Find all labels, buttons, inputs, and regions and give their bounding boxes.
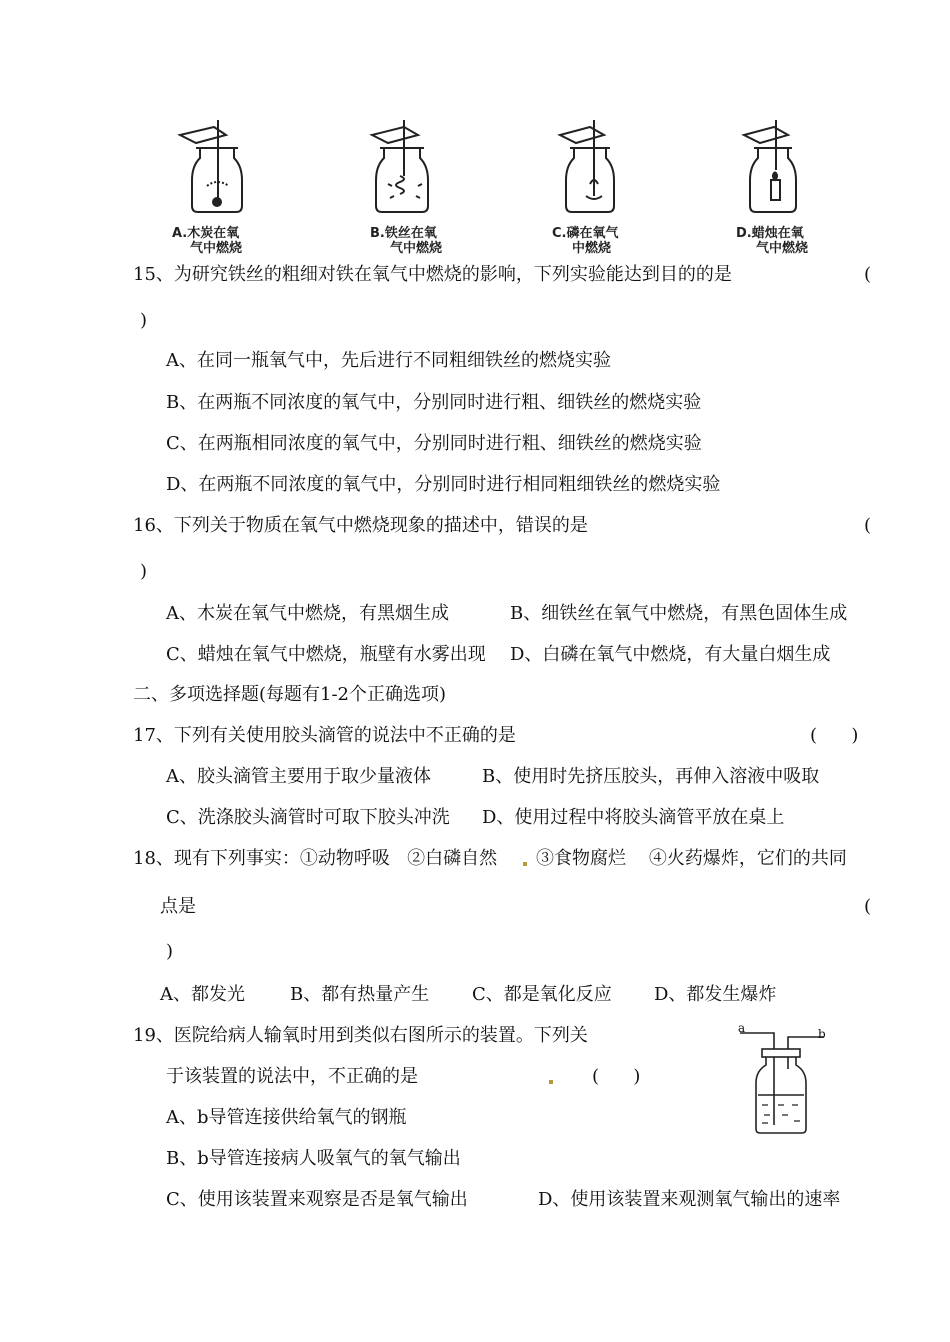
apparatus-label-b: b — [818, 1027, 826, 1041]
q16-stem: 16、下列关于物质在氧气中燃烧现象的描述中，错误的是 — [133, 515, 588, 536]
jar-c-illustration — [560, 120, 614, 212]
stray-dot-2 — [549, 1080, 553, 1084]
figure-c-caption-line1: C.磷在氧气 — [552, 226, 619, 241]
q19-option-a: A、b导管连接供给氧气的钢瓶 — [166, 1107, 407, 1128]
q19-paren: ( ) — [592, 1066, 641, 1087]
jar-d-illustration — [744, 120, 796, 212]
q18-stem: 18、现有下列事实：①动物呼吸 ②白磷自然 — [133, 848, 498, 869]
q16-option-c: C、蜡烛在氧气中燃烧，瓶壁有水雾出现 — [166, 644, 486, 665]
figure-a-caption-line1: A.木炭在氧 — [172, 226, 240, 241]
q17-option-c: C、洗涤胶头滴管时可取下胶头冲洗 — [166, 807, 450, 828]
figure-d-caption-line2: 气中燃烧 — [756, 241, 809, 256]
q19-stem-line2: 于该装置的说法中，不正确的是 — [166, 1066, 418, 1087]
q19-option-b: B、b导管连接病人吸氧气的氧气输出 — [166, 1148, 461, 1169]
q18-stem-cont: ③食物腐烂 ④火药爆炸，它们的共同 — [536, 848, 847, 869]
q15-option-b: B、在两瓶不同浓度的氧气中，分别同时进行粗、细铁丝的燃烧实验 — [166, 392, 702, 413]
oxygen-humidifier-figure — [728, 1025, 838, 1145]
q18-option-d: D、都发生爆炸 — [654, 984, 777, 1005]
q17-paren: ( ) — [810, 725, 859, 746]
q16-paren-close: ) — [140, 561, 148, 582]
figure-d-caption-line1: D.蜡烛在氧 — [736, 226, 804, 241]
q18-paren-open: ( — [864, 896, 872, 917]
q19-stem: 19、医院给病人输氧时用到类似右图所示的装置。下列关 — [133, 1025, 588, 1046]
q15-option-a: A、在同一瓶氧气中，先后进行不同粗细铁丝的燃烧实验 — [166, 350, 611, 371]
q18-stem-line2: 点是 — [160, 896, 196, 917]
q15-stem: 15、为研究铁丝的粗细对铁在氧气中燃烧的影响，下列实验能达到目的的是 — [133, 264, 732, 285]
figure-d-caption — [736, 226, 808, 256]
figure-a-caption-line2: 气中燃烧 — [190, 241, 243, 256]
q16-option-b: B、细铁丝在氧气中燃烧，有黑色固体生成 — [510, 603, 848, 624]
q17-option-a: A、胶头滴管主要用于取少量液体 — [166, 766, 431, 787]
q15-paren-open: ( — [864, 264, 872, 285]
figure-c-caption — [552, 226, 618, 256]
figure-a-caption — [172, 226, 242, 256]
q16-paren-open: ( — [864, 515, 872, 536]
q15-option-c: C、在两瓶相同浓度的氧气中，分别同时进行粗、细铁丝的燃烧实验 — [166, 433, 702, 454]
q19-option-c: C、使用该装置来观察是否是氧气输出 — [166, 1189, 468, 1210]
q16-option-a: A、木炭在氧气中燃烧，有黑烟生成 — [166, 603, 449, 624]
q18-option-a: A、都发光 — [160, 984, 245, 1005]
q15-paren-close: ) — [140, 310, 148, 331]
q19-option-d: D、使用该装置来观测氧气输出的速率 — [538, 1189, 841, 1210]
stray-dot — [523, 862, 527, 866]
q18-option-c: C、都是氧化反应 — [472, 984, 612, 1005]
section-heading: 二、多项选择题(每题有1-2个正确选项) — [133, 684, 447, 705]
q16-option-d: D、白磷在氧气中燃烧，有大量白烟生成 — [510, 644, 831, 665]
jar-b-illustration — [372, 120, 428, 212]
q15-option-d: D、在两瓶不同浓度的氧气中，分别同时进行相同粗细铁丝的燃烧实验 — [166, 474, 721, 495]
figure-b-caption-line2: 气中燃烧 — [390, 241, 443, 256]
figure-c-caption-line2: 中燃烧 — [572, 241, 612, 256]
figure-b-caption — [370, 226, 442, 256]
figure-b-caption-line1: B.铁丝在氧 — [370, 226, 437, 241]
q18-paren-close: ) — [166, 941, 174, 962]
q17-option-b: B、使用时先挤压胶头，再伸入溶液中吸取 — [482, 766, 820, 787]
q17-stem: 17、下列有关使用胶头滴管的说法中不正确的是 — [133, 725, 516, 746]
jar-a-illustration — [180, 120, 242, 212]
combustion-figures — [0, 0, 950, 260]
q18-option-b: B、都有热量产生 — [290, 984, 430, 1005]
apparatus-label-a: a — [738, 1021, 746, 1035]
q17-option-d: D、使用过程中将胶头滴管平放在桌上 — [482, 807, 785, 828]
